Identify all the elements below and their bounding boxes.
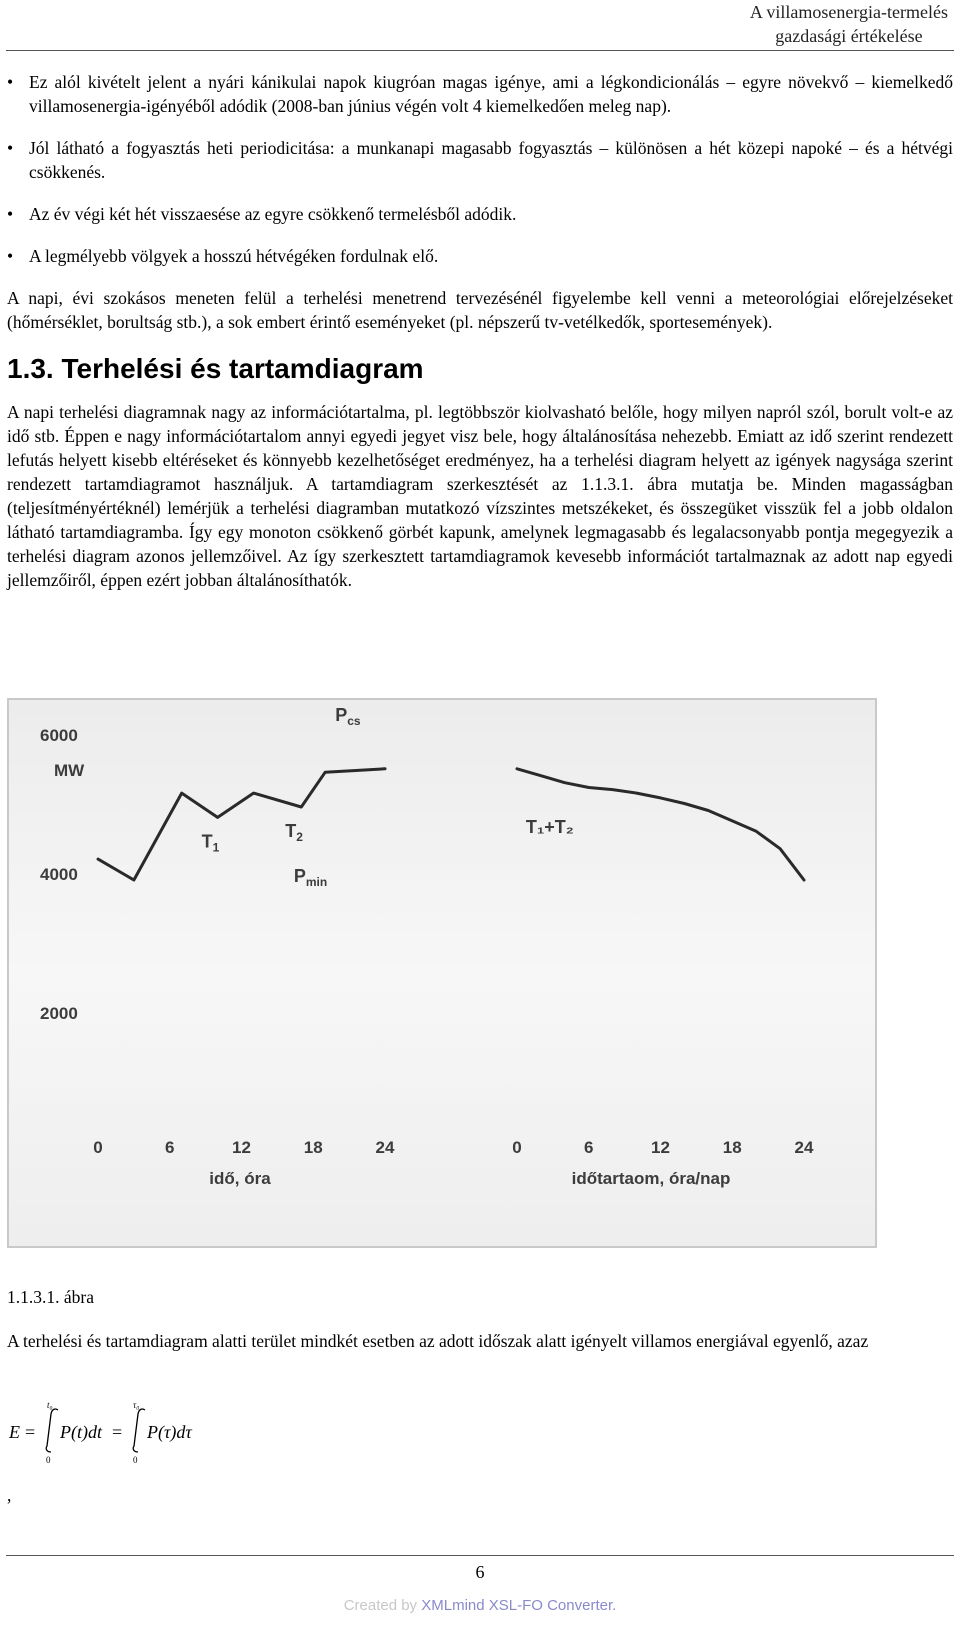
running-header [750, 0, 948, 48]
integral-2-upper: τ₀ [133, 1400, 140, 1410]
x-tick-label: 0 [93, 1138, 103, 1157]
formula-equals-2: = [112, 1422, 123, 1442]
figure-caption: 1.1.3.1. ábra [7, 1287, 94, 1307]
x-tick-label: 18 [303, 1138, 323, 1157]
bullet-list [7, 70, 953, 268]
x-tick-label: 12 [651, 1138, 670, 1157]
x-tick-label: 24 [375, 1138, 395, 1157]
x-tick-label: 6 [165, 1138, 175, 1157]
y-tick-label: 2000 [40, 1004, 78, 1023]
header-rule [6, 50, 954, 51]
figure-background [8, 699, 876, 1247]
bullet-item: • A legmélyebb völgyek a hosszú hétvégéken fordulnak elő. [7, 244, 953, 268]
x-tick-label: 12 [232, 1138, 251, 1157]
chart-annotation: $T_1$ [201, 831, 220, 855]
credit-prefix: Created by [343, 1597, 422, 1614]
integral-1-lower: 0 [46, 1455, 51, 1465]
energy-integral-formula [7, 1400, 217, 1465]
paragraph-meteorology: A napi, évi szokásos meneten felül a terhelési menetrend tervezésénél figyelembe kell venni a meteorológiai előrejelzéseket (hőmérséklet, borultság stb.), a sok embert érintő eseményeket (pl. népszerű tv-vetélkedők, sportesemények). [7, 288, 953, 332]
bullet-item: • Az év végi két hét visszaesése az egyre csökkenő termelésből adódik. [7, 202, 953, 226]
integral-1-upper: t₀ [47, 1400, 53, 1410]
integral-sign-1 [46, 1409, 58, 1452]
chart-annotation: $P_{cs}$ [335, 705, 361, 729]
chart-annotation: $T_2$ [285, 820, 303, 844]
bullet-item: • Ez alól kivételt jelent a nyári kánikulai napok kiugróan magas igénye, ami a légkondicionálás – egyre növekvő – kiemelkedő villamosenergia-igényéből adódik (2008-ban június végén volt 4 kiemelkedően meleg nap). [7, 70, 953, 118]
x-axis-label: idő, óra [209, 1169, 271, 1188]
integral-sign-2 [133, 1409, 145, 1452]
x-tick-label: 24 [794, 1138, 814, 1157]
main-content [7, 70, 953, 610]
x-tick-label: 18 [722, 1138, 742, 1157]
chart-annotation: T₁+T₂ [525, 817, 574, 838]
converter-credit [0, 1597, 960, 1614]
formula-lhs: E [9, 1422, 20, 1442]
header-line-2: gazdasági értékelése [775, 26, 923, 46]
formula-equals-1: = [25, 1422, 36, 1442]
x-tick-label: 6 [584, 1138, 594, 1157]
header-line-1: A villamosenergia-termelés [749, 2, 948, 22]
section-heading: 1.3. Terhelési és tartamdiagram [7, 353, 424, 384]
load-duration-figure [7, 698, 907, 1268]
paragraph-duration-curve: A napi terhelési diagramnak nagy az információtartalma, pl. legtöbbször kiolvasható belőle, hogy milyen napról szól, borult volt-e az idő stb. Éppen e nagy információtartalom annyi egyedi jegyet visz bele, hogy általánosítása nehezebb. Emiatt az idő szerint rendezett lefutás helyett kisebb eltéréseket és könnyebb kezelhetőséget eredményez, ha a terhelési diagram helyett az igények nagysága szerint rendezett tartamdiagramot használjuk. A tartamdiagram szerkesztését az 1.1.3.1. ábra mutatja be. Minden magasságban (teljesítményértéknél) lemérjük a terhelési diagramban mutatkozó vízszintes metszékeket, és összegüket visszük fel a jobb oldalon látható tartamdiagramba. Így egy monoton csökkenő görbét kapunk, amelynek legmagasabb és legalacsonyabb pontja megegyezik a terhelési diagram azonos jellemzőivel. Az így szerkesztett tartamdiagramok kevesebb információt tartalmaznak az adott nap egyedi jellemzőiről, éppen ezért jobban általánosíthatók. [7, 402, 953, 590]
y-tick-label: 6000 [40, 726, 78, 745]
page-number: 6 [475, 1562, 485, 1582]
x-axis-label: időtartaom, óra/nap [571, 1169, 731, 1188]
paragraph-energy: A terhelési és tartamdiagram alatti terület mindkét esetben az adott időszak alatt igényelt villamos energiával egyenlő, azaz [7, 1331, 869, 1351]
footer-rule [6, 1555, 954, 1556]
trailing-comma: , [7, 1485, 12, 1505]
integral-2-body: P(τ)dτ [147, 1422, 192, 1442]
chart-annotation: $P_{min}$ [293, 865, 328, 889]
integral-2-lower: 0 [133, 1455, 138, 1465]
credit-brand-link[interactable]: XMLmind XSL-FO Converter. [421, 1597, 617, 1614]
integral-1-body: P(t)dt [60, 1422, 102, 1442]
x-tick-label: 0 [512, 1138, 522, 1157]
y-axis-label: MW [54, 760, 85, 780]
bullet-item: • Jól látható a fogyasztás heti periodicitása: a munkanapi magasabb fogyasztás – különösen a hét közepi napoké – és a hétvégi csökkenés. [7, 136, 953, 184]
y-tick-label: 4000 [40, 865, 78, 884]
